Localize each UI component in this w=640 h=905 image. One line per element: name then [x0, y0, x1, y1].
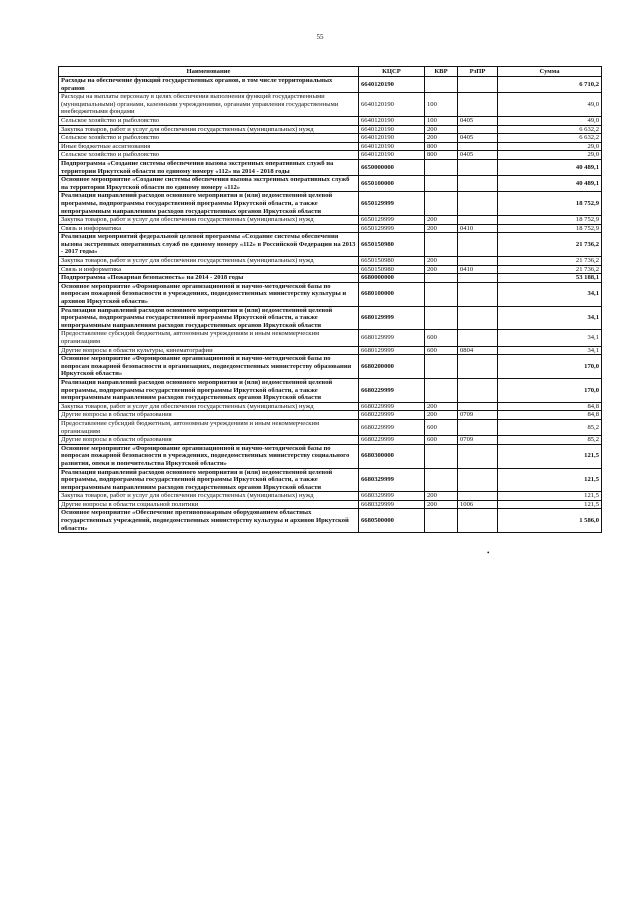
row-kcsr: 6640120190 [359, 142, 425, 151]
row-kcsr: 6680229999 [359, 411, 425, 420]
table-row [59, 378, 602, 402]
row-rzpr [458, 274, 498, 283]
table-row [59, 93, 602, 117]
row-sum: 6 710,2 [498, 77, 602, 93]
table-row [59, 257, 602, 266]
table-row [59, 500, 602, 509]
row-kcsr: 6650129999 [359, 216, 425, 225]
row-name: Другие вопросы в области образования [59, 411, 359, 420]
row-sum: 53 188,1 [498, 274, 602, 283]
row-name: Сельское хозяйство и рыболовство [59, 151, 359, 160]
row-sum: 34,1 [498, 282, 602, 306]
row-sum: 6 632,2 [498, 125, 602, 134]
row-kcsr: 6650000000 [359, 159, 425, 175]
row-kvr: 200 [425, 500, 458, 509]
row-name: Закупка товаров, работ и услуг для обеспечения государственных (муниципальных) нужд [59, 257, 359, 266]
table-row [59, 159, 602, 175]
row-kvr: 600 [425, 436, 458, 445]
row-sum: 34,1 [498, 346, 602, 355]
row-kcsr: 6640120190 [359, 93, 425, 117]
row-rzpr: 0709 [458, 436, 498, 445]
row-kvr: 200 [425, 257, 458, 266]
row-sum: 1 586,0 [498, 509, 602, 533]
row-name: Другие вопросы в области образования [59, 436, 359, 445]
table-row [59, 509, 602, 533]
row-kcsr: 6680229999 [359, 378, 425, 402]
row-kcsr: 6640120190 [359, 77, 425, 93]
row-kvr [425, 233, 458, 257]
row-rzpr [458, 468, 498, 492]
row-rzpr [458, 233, 498, 257]
row-sum: 85,2 [498, 419, 602, 435]
row-sum: 18 752,9 [498, 224, 602, 233]
row-kcsr: 6680200000 [359, 355, 425, 379]
table-header-row [59, 67, 602, 77]
row-name: Реализация направлений расходов основного мероприятия и (или) ведомственной целевой программы, подпрограммы государственной программы Иркутской области, а также непрограммным направлениям расходов государственных органов Иркутской области [59, 468, 359, 492]
row-kcsr: 6680129999 [359, 306, 425, 330]
row-name: Предоставление субсидий бюджетным, автономным учреждениям и иным некоммерческим организациям [59, 419, 359, 435]
row-rzpr: 0410 [458, 265, 498, 274]
table-row [59, 346, 602, 355]
row-name: Сельское хозяйство и рыболовство [59, 116, 359, 125]
table-row [59, 116, 602, 125]
table-body [59, 77, 602, 533]
table-row [59, 265, 602, 274]
row-kvr: 100 [425, 116, 458, 125]
row-sum: 40 489,1 [498, 176, 602, 192]
table-row [59, 274, 602, 283]
row-kvr: 800 [425, 151, 458, 160]
row-kvr: 600 [425, 346, 458, 355]
row-sum: 18 752,9 [498, 192, 602, 216]
row-sum: 6 632,2 [498, 134, 602, 143]
row-kvr [425, 192, 458, 216]
row-kvr: 800 [425, 142, 458, 151]
row-sum: 34,1 [498, 330, 602, 346]
header-kcsr: КЦСР [359, 67, 425, 77]
row-sum: 29,0 [498, 151, 602, 160]
table-row [59, 402, 602, 411]
row-kcsr: 6680329999 [359, 492, 425, 501]
table-row [59, 419, 602, 435]
row-sum: 49,0 [498, 116, 602, 125]
table-row [59, 142, 602, 151]
row-kcsr: 6640120190 [359, 125, 425, 134]
row-sum: 40 489,1 [498, 159, 602, 175]
row-kcsr: 6640120190 [359, 116, 425, 125]
row-kvr [425, 355, 458, 379]
table-row [59, 216, 602, 225]
row-kcsr: 6680229999 [359, 436, 425, 445]
table-row [59, 224, 602, 233]
row-rzpr [458, 419, 498, 435]
row-rzpr [458, 378, 498, 402]
row-sum: 21 736,2 [498, 233, 602, 257]
row-rzpr [458, 509, 498, 533]
table-row [59, 176, 602, 192]
row-rzpr [458, 282, 498, 306]
row-kvr: 200 [425, 402, 458, 411]
table-row [59, 330, 602, 346]
row-sum: 121,5 [498, 492, 602, 501]
row-kvr [425, 159, 458, 175]
row-rzpr: 0410 [458, 224, 498, 233]
row-kvr: 200 [425, 125, 458, 134]
row-kvr: 100 [425, 93, 458, 117]
row-sum: 121,5 [498, 444, 602, 468]
row-kcsr: 6680229999 [359, 419, 425, 435]
row-rzpr [458, 444, 498, 468]
row-kcsr: 6650129999 [359, 224, 425, 233]
row-kcsr: 6680329999 [359, 468, 425, 492]
row-kvr [425, 274, 458, 283]
row-sum: 29,0 [498, 142, 602, 151]
row-sum: 121,5 [498, 468, 602, 492]
table-row [59, 355, 602, 379]
row-name: Связь и информатика [59, 224, 359, 233]
row-name: Закупка товаров, работ и услуг для обеспечения государственных (муниципальных) нужд [59, 125, 359, 134]
table-row [59, 411, 602, 420]
row-rzpr [458, 330, 498, 346]
row-kcsr: 6680100000 [359, 282, 425, 306]
row-kvr: 200 [425, 492, 458, 501]
row-sum: 85,2 [498, 436, 602, 445]
row-rzpr [458, 355, 498, 379]
row-sum: 21 736,2 [498, 257, 602, 266]
table-row [59, 233, 602, 257]
row-name: Реализация направлений расходов основного мероприятия и (или) ведомственной целевой программы, подпрограммы государственной программы Иркутской области, а также непрограммным направлениям расходов государственных органов Иркутской области [59, 378, 359, 402]
row-name: Другие вопросы в области социальной политики [59, 500, 359, 509]
row-kcsr: 6680129999 [359, 330, 425, 346]
row-kcsr: 6680329999 [359, 500, 425, 509]
row-sum: 84,8 [498, 402, 602, 411]
table-row [59, 492, 602, 501]
stray-mark: • [487, 549, 490, 557]
row-name: Подпрограмма «Пожарная безопасность» на 2014 - 2018 годы [59, 274, 359, 283]
table-row [59, 77, 602, 93]
row-name: Расходы на выплаты персоналу в целях обеспечения выполнения функций государственными (муниципальными) органами, казенными учреждениями, органами управления государственными внебюджетными фондами [59, 93, 359, 117]
header-name: Наименование [59, 67, 359, 77]
table-row [59, 151, 602, 160]
row-kvr [425, 378, 458, 402]
row-kvr [425, 444, 458, 468]
row-kcsr: 6680300000 [359, 444, 425, 468]
row-rzpr [458, 125, 498, 134]
row-sum: 121,5 [498, 500, 602, 509]
row-kvr [425, 306, 458, 330]
row-rzpr [458, 306, 498, 330]
row-name: Сельское хозяйство и рыболовство [59, 134, 359, 143]
row-rzpr [458, 159, 498, 175]
row-kcsr: 6680129999 [359, 346, 425, 355]
row-rzpr: 0709 [458, 411, 498, 420]
budget-table [58, 66, 602, 533]
row-kcsr: 6640120190 [359, 134, 425, 143]
row-sum: 34,1 [498, 306, 602, 330]
row-name: Расходы на обеспечение функций государственных органов, в том числе территориальных органов [59, 77, 359, 93]
row-rzpr: 1006 [458, 500, 498, 509]
row-rzpr [458, 402, 498, 411]
row-name: Реализация мероприятий федеральной целевой программы «Создание системы обеспечения вызова экстренных оперативных служб по единому номеру «112» в Российской Федерации на 2013 - 2017 годы» [59, 233, 359, 257]
row-kvr: 200 [425, 224, 458, 233]
table-row [59, 125, 602, 134]
row-kcsr: 6650150980 [359, 233, 425, 257]
row-sum: 21 736,2 [498, 265, 602, 274]
row-rzpr [458, 257, 498, 266]
row-rzpr [458, 142, 498, 151]
row-kcsr: 6650150980 [359, 257, 425, 266]
row-name: Реализация направлений расходов основного мероприятия и (или) ведомственной целевой программы, подпрограммы государственной программы Иркутской области, а также непрограммным направлениям расходов государственных органов Иркутской области [59, 306, 359, 330]
row-sum: 49,0 [498, 93, 602, 117]
row-kvr [425, 176, 458, 192]
row-sum: 84,8 [498, 411, 602, 420]
table-row [59, 468, 602, 492]
row-rzpr [458, 492, 498, 501]
table-row [59, 306, 602, 330]
row-rzpr [458, 216, 498, 225]
header-kvr: КВР [425, 67, 458, 77]
row-name: Закупка товаров, работ и услуг для обеспечения государственных (муниципальных) нужд [59, 492, 359, 501]
row-rzpr [458, 192, 498, 216]
table-row [59, 192, 602, 216]
table-row [59, 444, 602, 468]
row-name: Основное мероприятие «Формирование организационной и научно-методической базы по вопросам пожарной безопасности в учреждениях, подведомственных министерству социального развития, опеки и попечительства Иркутской области» [59, 444, 359, 468]
row-kcsr: 6680229999 [359, 402, 425, 411]
row-name: Связь и информатика [59, 265, 359, 274]
row-name: Закупка товаров, работ и услуг для обеспечения государственных (муниципальных) нужд [59, 216, 359, 225]
row-sum: 18 752,9 [498, 216, 602, 225]
row-kvr [425, 77, 458, 93]
row-name: Основное мероприятие «Формирование организационной и научно-методической базы по вопросам пожарной безопасности в организациях, подведомственных министерству образования Иркутской области» [59, 355, 359, 379]
row-kvr: 200 [425, 411, 458, 420]
row-kvr: 200 [425, 134, 458, 143]
row-kvr: 200 [425, 265, 458, 274]
header-sum: Сумма [498, 67, 602, 77]
row-name: Основное мероприятие «Формирование организационной и научно-методической базы по вопросам пожарной безопасности в учреждениях, подведомственных министерству культуры и архивов Иркутской области» [59, 282, 359, 306]
row-name: Иные бюджетные ассигнования [59, 142, 359, 151]
row-rzpr: 0804 [458, 346, 498, 355]
row-kcsr: 6680500000 [359, 509, 425, 533]
row-name: Предоставление субсидий бюджетным, автономным учреждениям и иным некоммерческим организациям [59, 330, 359, 346]
row-sum: 170,0 [498, 355, 602, 379]
page-number: 55 [316, 33, 324, 41]
table-row [59, 282, 602, 306]
row-name: Другие вопросы в области культуры, кинематографии [59, 346, 359, 355]
row-name: Основное мероприятие «Обеспечение противопожарным оборудованием областных государственных учреждений, подведомственных министерству культуры и архивов Иркутской области» [59, 509, 359, 533]
table-row [59, 134, 602, 143]
row-name: Реализация направлений расходов основного мероприятия и (или) ведомственной целевой программы, подпрограммы государственной программы Иркутской области, а также непрограммным направлениям расходов государственных органов Иркутской области [59, 192, 359, 216]
row-kcsr: 6650129999 [359, 192, 425, 216]
row-rzpr [458, 176, 498, 192]
row-kcsr: 6640120190 [359, 151, 425, 160]
row-rzpr: 0405 [458, 151, 498, 160]
row-kcsr: 6680000000 [359, 274, 425, 283]
row-kvr [425, 509, 458, 533]
row-kvr: 200 [425, 216, 458, 225]
row-rzpr: 0405 [458, 116, 498, 125]
row-rzpr [458, 77, 498, 93]
row-kvr [425, 468, 458, 492]
row-name: Подпрограмма «Создание системы обеспечения вызова экстренных оперативных служб на территории Иркутской области по единому номеру «112» на 2014 - 2018 годы [59, 159, 359, 175]
row-kvr [425, 282, 458, 306]
row-name: Закупка товаров, работ и услуг для обеспечения государственных (муниципальных) нужд [59, 402, 359, 411]
row-kvr: 600 [425, 330, 458, 346]
row-sum: 170,0 [498, 378, 602, 402]
row-rzpr: 0405 [458, 134, 498, 143]
row-kcsr: 6650100000 [359, 176, 425, 192]
header-rzpr: РзПР [458, 67, 498, 77]
table-row [59, 436, 602, 445]
row-kcsr: 6650150980 [359, 265, 425, 274]
row-name: Основное мероприятие «Создание системы обеспечения вызова экстренных оперативных служб на территории Иркутской области по единому номеру «112» [59, 176, 359, 192]
row-kvr: 600 [425, 419, 458, 435]
row-rzpr [458, 93, 498, 117]
